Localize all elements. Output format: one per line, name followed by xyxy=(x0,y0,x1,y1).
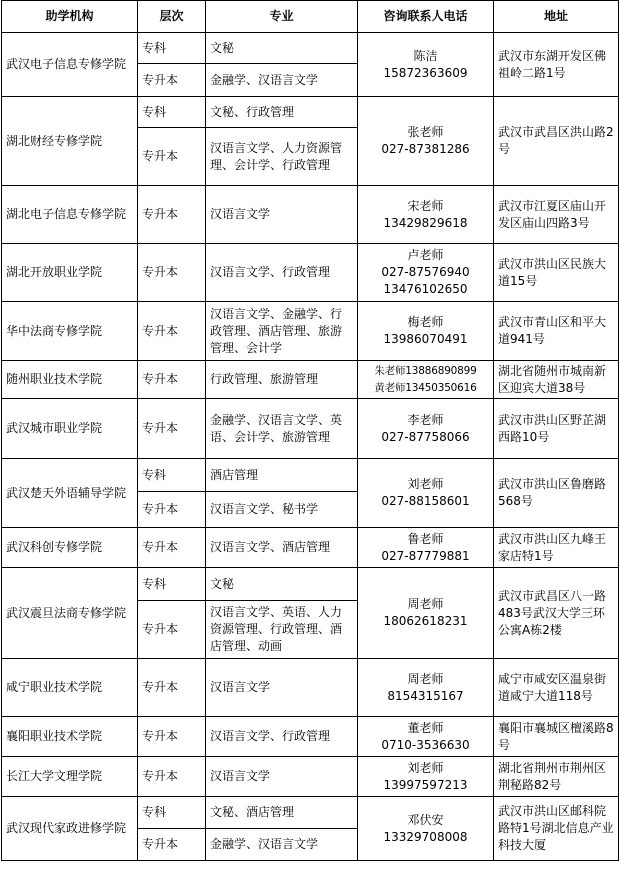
institution-name: 咸宁职业技术学院 xyxy=(2,659,138,717)
table-row xyxy=(2,186,619,244)
table-row xyxy=(2,399,619,459)
institution-name: 武汉科创专修学院 xyxy=(2,528,138,568)
program-major: 汉语言文学、酒店管理 xyxy=(206,528,358,568)
institution-name: 湖北财经专修学院 xyxy=(2,97,138,186)
header-contact: 咨询联系人电话 xyxy=(358,1,494,33)
address-cell: 湖北省荆州市荆州区荆秘路82号 xyxy=(494,757,619,797)
program-level: 专升本 xyxy=(138,528,206,568)
contact-line: 刘老师 xyxy=(407,477,444,491)
program-major: 文秘、行政管理 xyxy=(206,97,358,128)
program-level: 专升本 xyxy=(138,64,206,97)
institution-name: 武汉城市职业学院 xyxy=(2,399,138,459)
program-level: 专科 xyxy=(138,568,206,601)
program-major: 汉语言文学、人力资源管理、会计学、行政管理 xyxy=(206,128,358,186)
table-row xyxy=(2,459,619,492)
address-cell: 咸宁市咸安区温泉街道咸宁大道118号 xyxy=(494,659,619,717)
self-study-institution-table xyxy=(1,0,619,861)
table-row xyxy=(2,302,619,361)
contact-line: 13997597213 xyxy=(383,777,468,792)
contact-line: 13476102650 xyxy=(383,282,468,296)
program-level: 专科 xyxy=(138,33,206,64)
table-row xyxy=(2,659,619,717)
program-level: 专升本 xyxy=(138,128,206,186)
contact-cell xyxy=(358,186,494,244)
contact-cell xyxy=(358,717,494,757)
program-level: 专升本 xyxy=(138,659,206,717)
address-cell: 武汉市东湖开发区佛祖岭二路1号 xyxy=(494,33,619,97)
contact-cell xyxy=(358,797,494,861)
contact-cell xyxy=(358,399,494,459)
contact-line: 18062618231 xyxy=(383,614,468,628)
address-cell: 武汉市武昌区八一路483号武汉大学三环公寓A栋2楼 xyxy=(494,568,619,659)
contact-line: 13986070491 xyxy=(383,332,468,346)
program-level: 专升本 xyxy=(138,492,206,528)
program-level: 专升本 xyxy=(138,361,206,399)
contact-line: 13329708008 xyxy=(383,829,468,844)
contact-line: 0710-3536630 xyxy=(381,737,470,752)
program-level: 专升本 xyxy=(138,717,206,757)
program-major: 汉语言文学、秘书学 xyxy=(206,492,358,528)
program-major: 汉语言文学、行政管理 xyxy=(206,717,358,757)
contact-cell xyxy=(358,33,494,97)
contact-line: 15872363609 xyxy=(383,65,468,80)
contact-line: 027-87576940 xyxy=(381,265,470,279)
program-major: 汉语言文学 xyxy=(206,659,358,717)
contact-cell xyxy=(358,459,494,528)
header-level: 层次 xyxy=(138,1,206,33)
program-major: 文秘 xyxy=(206,568,358,601)
institution-name: 湖北电子信息专修学院 xyxy=(2,186,138,244)
contact-line: 8154315167 xyxy=(387,688,464,703)
contact-line: 陈洁 xyxy=(413,48,438,63)
contact-line: 邓伏安 xyxy=(407,812,444,827)
address-cell: 湖北省随州市城南新区迎宾大道38号 xyxy=(494,361,619,399)
contact-line: 13429829618 xyxy=(383,215,468,230)
table-row xyxy=(2,244,619,302)
program-level: 专升本 xyxy=(138,302,206,361)
institution-name: 武汉震旦法商专修学院 xyxy=(2,568,138,659)
table-row xyxy=(2,568,619,601)
program-major: 行政管理、旅游管理 xyxy=(206,361,358,399)
contact-line: 鲁老师 xyxy=(407,531,444,546)
contact-cell xyxy=(358,302,494,361)
contact-line: 周老师 xyxy=(407,671,444,686)
contact-line: 董老师 xyxy=(407,720,444,735)
program-major: 文秘、酒店管理 xyxy=(206,797,358,829)
institution-name: 湖北开放职业学院 xyxy=(2,244,138,302)
contact-cell xyxy=(358,528,494,568)
program-level: 专科 xyxy=(138,97,206,128)
address-cell: 武汉市洪山区鲁磨路568号 xyxy=(494,459,619,528)
program-major: 汉语言文学、英语、人力资源管理、行政管理、酒店管理、动画 xyxy=(206,601,358,659)
institution-name: 武汉电子信息专修学院 xyxy=(2,33,138,97)
contact-line: 027-88158601 xyxy=(381,494,470,508)
header-major: 专业 xyxy=(206,1,358,33)
program-major: 金融学、汉语言文学、英语、会计学、旅游管理 xyxy=(206,399,358,459)
contact-cell xyxy=(358,568,494,659)
institution-name: 襄阳职业技术学院 xyxy=(2,717,138,757)
contact-line: 周老师 xyxy=(407,597,444,611)
address-cell: 襄阳市襄城区檀溪路8号 xyxy=(494,717,619,757)
table-row xyxy=(2,717,619,757)
address-cell: 武汉市武昌区洪山路2号 xyxy=(494,97,619,186)
program-level: 专升本 xyxy=(138,829,206,861)
institution-name: 武汉楚天外语辅导学院 xyxy=(2,459,138,528)
contact-line: 卢老师 xyxy=(407,248,444,262)
contact-cell xyxy=(358,244,494,302)
contact-line: 027-87381286 xyxy=(381,142,470,156)
address-cell: 武汉市洪山区九峰王家店特1号 xyxy=(494,528,619,568)
program-level: 专升本 xyxy=(138,601,206,659)
program-level: 专升本 xyxy=(138,244,206,302)
contact-line: 宋老师 xyxy=(407,198,444,213)
program-major: 汉语言文学 xyxy=(206,757,358,797)
program-major: 汉语言文学、行政管理 xyxy=(206,244,358,302)
table-row xyxy=(2,797,619,829)
address-cell: 武汉市江夏区庙山开发区庙山四路3号 xyxy=(494,186,619,244)
table-row xyxy=(2,757,619,797)
contact-cell xyxy=(358,97,494,186)
institution-name: 随州职业技术学院 xyxy=(2,361,138,399)
table-row xyxy=(2,97,619,128)
institution-name: 长江大学文理学院 xyxy=(2,757,138,797)
contact-line: 李老师 xyxy=(407,412,444,427)
program-major: 汉语言文学、金融学、行政管理、酒店管理、旅游管理、会计学 xyxy=(206,302,358,361)
contact-line: 027-87779881 xyxy=(381,548,470,563)
program-level: 专升本 xyxy=(138,186,206,244)
table-row xyxy=(2,361,619,399)
contact-line: 朱老师13886890899 xyxy=(374,364,477,377)
table-header-row xyxy=(2,1,619,33)
program-major: 金融学、汉语言文学 xyxy=(206,64,358,97)
program-level: 专科 xyxy=(138,797,206,829)
contact-line: 027-87758066 xyxy=(381,429,470,444)
contact-line: 梅老师 xyxy=(407,315,444,329)
program-level: 专升本 xyxy=(138,399,206,459)
institution-name: 武汉现代家政进修学院 xyxy=(2,797,138,861)
program-major: 文秘 xyxy=(206,33,358,64)
table-row xyxy=(2,33,619,64)
program-major: 汉语言文学 xyxy=(206,186,358,244)
contact-line: 张老师 xyxy=(407,125,444,139)
address-cell: 武汉市洪山区民族大道15号 xyxy=(494,244,619,302)
contact-cell xyxy=(358,757,494,797)
contact-cell xyxy=(358,659,494,717)
address-cell: 武汉市洪山区野芷湖西路10号 xyxy=(494,399,619,459)
institution-name: 华中法商专修学院 xyxy=(2,302,138,361)
program-level: 专升本 xyxy=(138,757,206,797)
contact-line: 黄老师13450350616 xyxy=(374,381,477,394)
header-institution: 助学机构 xyxy=(2,1,138,33)
program-level: 专科 xyxy=(138,459,206,492)
program-major: 金融学、汉语言文学 xyxy=(206,829,358,861)
header-address: 地址 xyxy=(494,1,619,33)
program-major: 酒店管理 xyxy=(206,459,358,492)
address-cell: 武汉市青山区和平大道941号 xyxy=(494,302,619,361)
table-row xyxy=(2,528,619,568)
address-cell: 武汉市洪山区邮科院路特1号湖北信息产业科技大厦 xyxy=(494,797,619,861)
contact-cell xyxy=(358,361,494,399)
contact-line: 刘老师 xyxy=(407,760,444,775)
